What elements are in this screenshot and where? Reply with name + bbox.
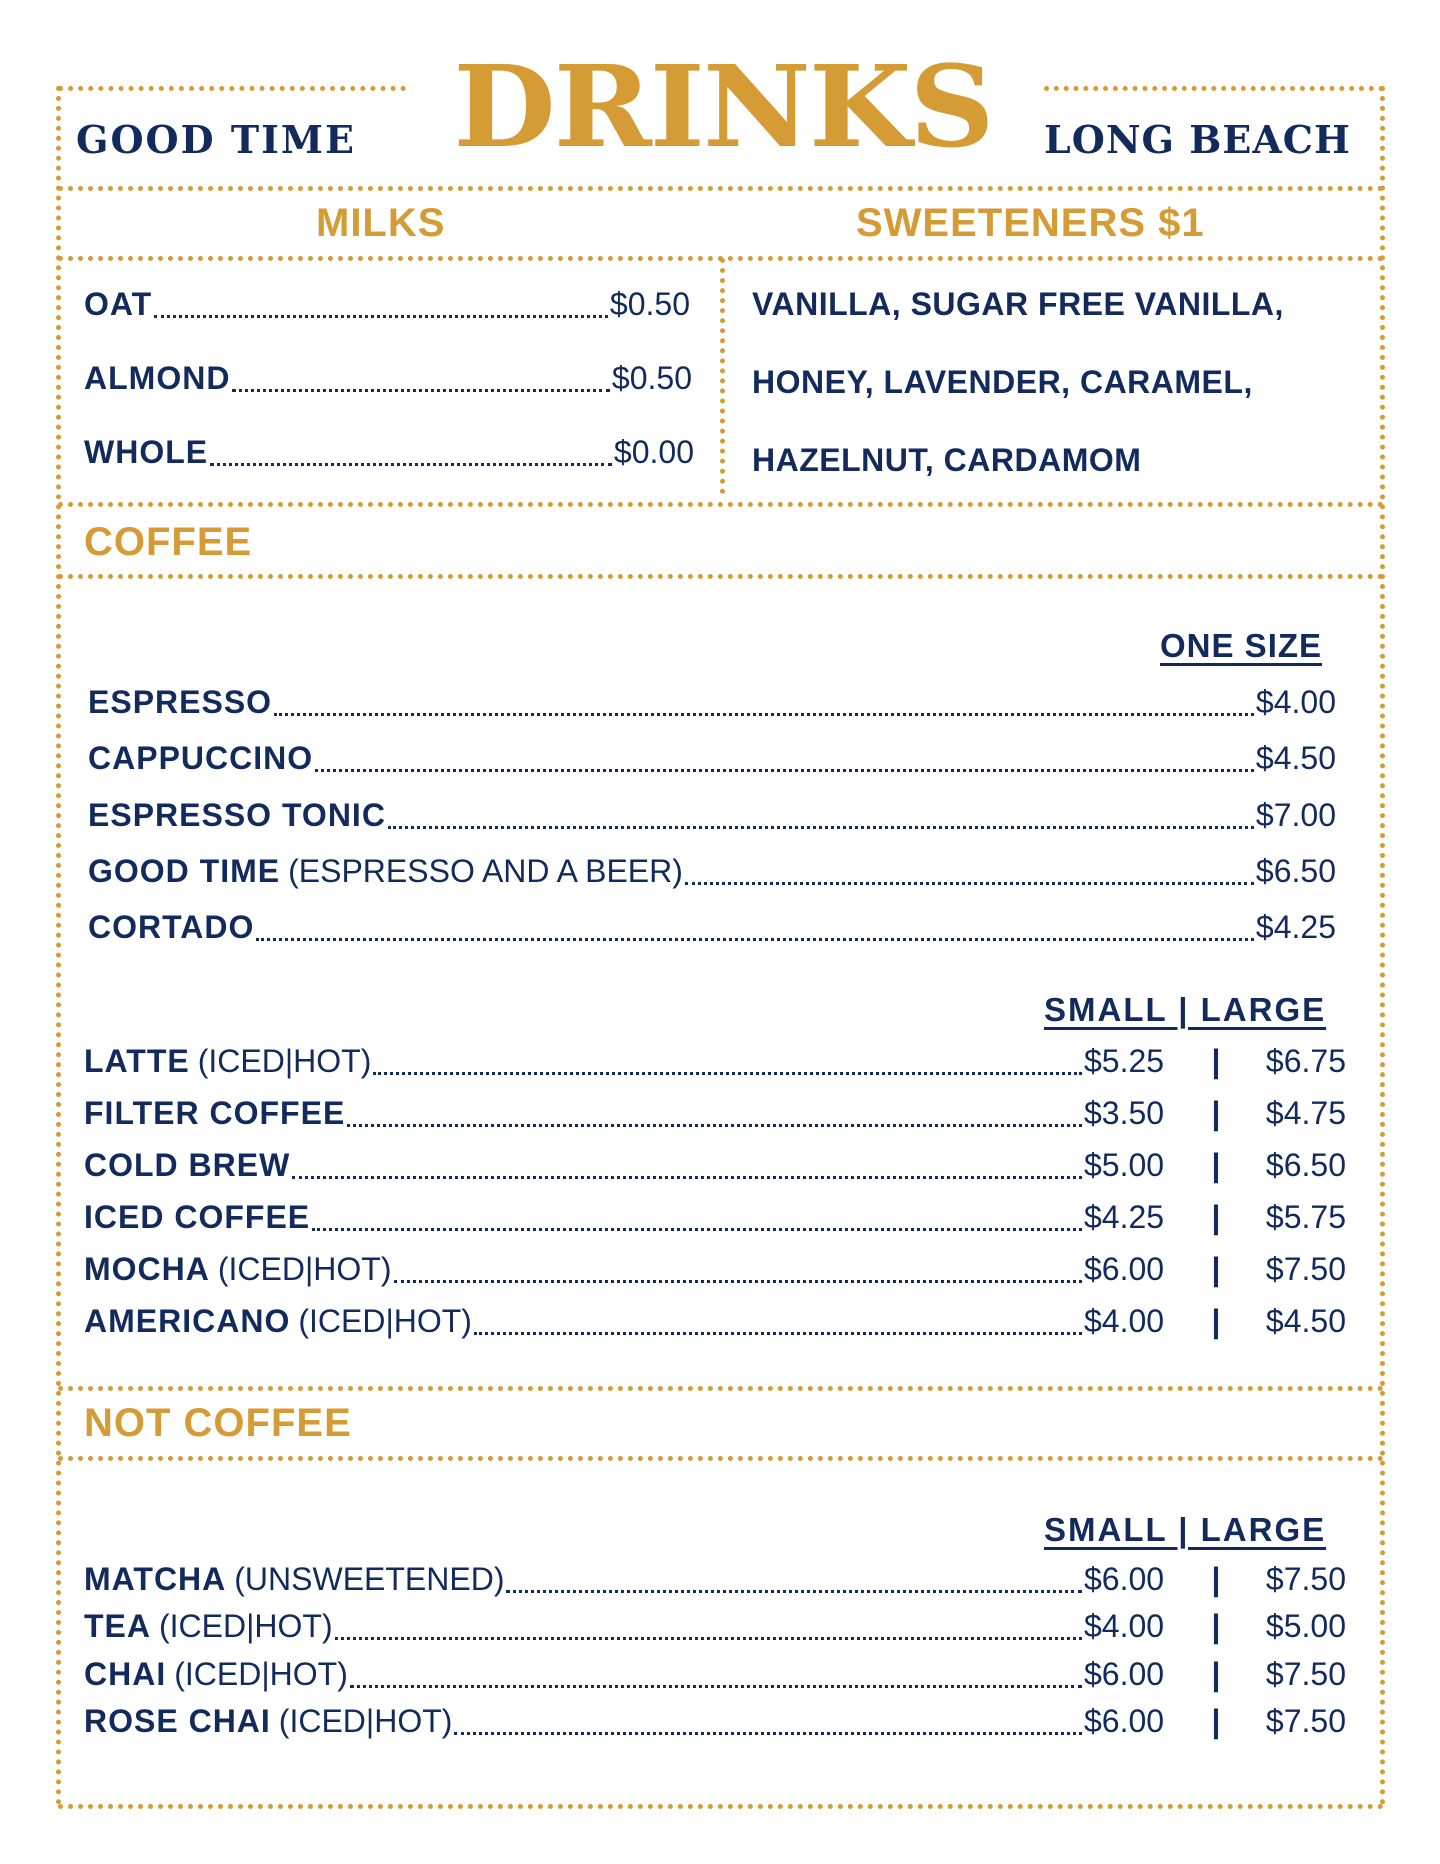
item-note: (ICED|HOT) bbox=[298, 1303, 472, 1339]
milk-price: $0.50 bbox=[609, 286, 690, 322]
dot-leader bbox=[232, 389, 610, 392]
dot-leader bbox=[685, 882, 1254, 885]
not-coffee-row bbox=[84, 1606, 1346, 1646]
divider-under-not-coffee bbox=[58, 1456, 1384, 1461]
item-name: AMERICANO bbox=[84, 1303, 291, 1339]
dot-leader bbox=[454, 1732, 1082, 1735]
dot-leader bbox=[210, 463, 612, 466]
small-price: $6.00 bbox=[1084, 1656, 1165, 1692]
sweeteners-line: HONEY, LAVENDER, CARAMEL, bbox=[752, 364, 1253, 400]
coffee-row bbox=[88, 795, 1336, 835]
not-coffee-row bbox=[84, 1654, 1346, 1694]
price-separator: | bbox=[1211, 1656, 1221, 1692]
not-coffee-row bbox=[84, 1701, 1346, 1741]
milks-heading: MILKS bbox=[316, 201, 446, 245]
item-name: MOCHA bbox=[84, 1251, 210, 1287]
milk-name: WHOLE bbox=[84, 434, 209, 470]
small-price: $4.00 bbox=[1084, 1303, 1165, 1339]
item-price: $4.50 bbox=[1255, 740, 1336, 776]
small-price: $5.00 bbox=[1084, 1147, 1165, 1183]
dot-leader bbox=[388, 826, 1254, 829]
item-price: $4.25 bbox=[1255, 909, 1336, 945]
dot-leader bbox=[154, 315, 608, 318]
item-name: TEA bbox=[84, 1608, 151, 1644]
small-price: $5.25 bbox=[1084, 1043, 1165, 1079]
item-note: (ICED|HOT) bbox=[217, 1251, 392, 1287]
divider-milks-sweeteners bbox=[720, 258, 725, 494]
item-name: LATTE bbox=[84, 1043, 190, 1079]
item-note: (ICED|HOT) bbox=[278, 1703, 453, 1739]
large-price: $7.50 bbox=[1265, 1561, 1346, 1597]
large-price: $7.50 bbox=[1265, 1251, 1346, 1287]
milk-row bbox=[84, 432, 694, 472]
item-name: GOOD TIME bbox=[88, 853, 281, 889]
small-price: $6.00 bbox=[1084, 1251, 1165, 1287]
border-top-left bbox=[58, 86, 406, 91]
sweeteners-heading: SWEETENERS $1 bbox=[856, 201, 1205, 245]
dot-leader bbox=[315, 769, 1254, 772]
dot-leader bbox=[292, 1176, 1082, 1179]
sweeteners-line: HAZELNUT, CARDAMOM bbox=[752, 442, 1142, 478]
small-price: $6.00 bbox=[1084, 1703, 1165, 1739]
dot-leader bbox=[373, 1072, 1082, 1075]
price-separator: | bbox=[1211, 1199, 1221, 1235]
coffee-sized-row bbox=[84, 1093, 1346, 1133]
large-price: $5.75 bbox=[1265, 1199, 1346, 1235]
dot-leader bbox=[394, 1280, 1083, 1283]
border-right bbox=[1380, 86, 1385, 1806]
large-price: $4.75 bbox=[1265, 1095, 1346, 1131]
large-price: $4.50 bbox=[1265, 1303, 1346, 1339]
coffee-sized-row bbox=[84, 1197, 1346, 1237]
item-note: (ICED|HOT) bbox=[197, 1043, 372, 1079]
divider-above-not-coffee bbox=[58, 1386, 1384, 1391]
divider-under-header bbox=[58, 186, 1384, 191]
item-price: $7.00 bbox=[1255, 797, 1336, 833]
small-price: $4.25 bbox=[1084, 1199, 1165, 1235]
coffee-sized-row bbox=[84, 1249, 1346, 1289]
milk-row bbox=[84, 284, 690, 324]
milk-name: OAT bbox=[84, 286, 153, 322]
coffee-row bbox=[88, 682, 1336, 722]
divider-above-coffee bbox=[58, 502, 1384, 507]
page-title: DRINKS bbox=[453, 40, 993, 173]
border-left bbox=[56, 86, 61, 1806]
coffee-row bbox=[88, 851, 1336, 891]
large-price: $5.00 bbox=[1265, 1608, 1346, 1644]
not-coffee-heading: NOT COFFEE bbox=[84, 1401, 352, 1445]
size-label: SMALL | LARGE bbox=[1044, 1511, 1327, 1548]
milk-name: ALMOND bbox=[84, 360, 231, 396]
dot-leader bbox=[347, 1124, 1082, 1127]
size-label: SMALL | LARGE bbox=[1044, 991, 1327, 1028]
item-name: FILTER COFFEE bbox=[84, 1095, 346, 1131]
header-left-text: GOOD TIME bbox=[76, 117, 356, 162]
price-separator: | bbox=[1211, 1043, 1221, 1079]
coffee-row bbox=[88, 738, 1336, 778]
dot-leader bbox=[274, 713, 1254, 716]
item-name: CORTADO bbox=[88, 909, 255, 945]
item-name: COLD BREW bbox=[84, 1147, 291, 1183]
item-name: ROSE CHAI bbox=[84, 1703, 271, 1739]
border-bottom bbox=[58, 1804, 1384, 1809]
not-coffee-row bbox=[84, 1559, 1346, 1599]
sweeteners-line: VANILLA, SUGAR FREE VANILLA, bbox=[752, 286, 1284, 322]
price-separator: | bbox=[1211, 1561, 1221, 1597]
dot-leader bbox=[474, 1332, 1082, 1335]
item-name: ESPRESSO TONIC bbox=[88, 797, 386, 833]
coffee-heading: COFFEE bbox=[84, 520, 253, 564]
small-price: $3.50 bbox=[1084, 1095, 1165, 1131]
price-separator: | bbox=[1211, 1303, 1221, 1339]
price-separator: | bbox=[1211, 1095, 1221, 1131]
price-separator: | bbox=[1211, 1608, 1221, 1644]
milk-price: $0.00 bbox=[613, 434, 694, 470]
dot-leader bbox=[350, 1685, 1082, 1688]
header-right-text: LONG BEACH bbox=[1044, 117, 1351, 162]
small-price: $6.00 bbox=[1084, 1561, 1165, 1597]
divider-under-coffee bbox=[58, 574, 1384, 579]
item-note: (UNSWEETENED) bbox=[234, 1561, 505, 1597]
large-price: $7.50 bbox=[1265, 1656, 1346, 1692]
item-note: (ICED|HOT) bbox=[159, 1608, 333, 1644]
coffee-sized-row bbox=[84, 1041, 1346, 1081]
milk-row bbox=[84, 358, 692, 398]
item-price: $4.00 bbox=[1255, 684, 1336, 720]
item-name: ESPRESSO bbox=[88, 684, 273, 720]
item-name: CAPPUCCINO bbox=[88, 740, 314, 776]
dot-leader bbox=[506, 1590, 1082, 1593]
price-separator: | bbox=[1211, 1147, 1221, 1183]
dot-leader bbox=[256, 938, 1254, 941]
milk-price: $0.50 bbox=[611, 360, 692, 396]
item-price: $6.50 bbox=[1255, 853, 1336, 889]
item-name: ICED COFFEE bbox=[84, 1199, 311, 1235]
coffee-sized-row bbox=[84, 1145, 1346, 1185]
item-name: CHAI bbox=[84, 1656, 167, 1692]
price-separator: | bbox=[1211, 1703, 1221, 1739]
item-note: (ESPRESSO AND A BEER) bbox=[288, 853, 683, 889]
coffee-row bbox=[88, 907, 1336, 947]
large-price: $6.50 bbox=[1265, 1147, 1346, 1183]
large-price: $7.50 bbox=[1265, 1703, 1346, 1739]
coffee-sized-row bbox=[84, 1301, 1346, 1341]
large-price: $6.75 bbox=[1265, 1043, 1346, 1079]
dot-leader bbox=[312, 1228, 1082, 1231]
item-note: (ICED|HOT) bbox=[174, 1656, 348, 1692]
item-name: MATCHA bbox=[84, 1561, 227, 1597]
one-size-label: ONE SIZE bbox=[1160, 627, 1323, 664]
dot-leader bbox=[335, 1637, 1082, 1640]
price-separator: | bbox=[1211, 1251, 1221, 1287]
small-price: $4.00 bbox=[1084, 1608, 1165, 1644]
border-top-right bbox=[1044, 86, 1384, 91]
